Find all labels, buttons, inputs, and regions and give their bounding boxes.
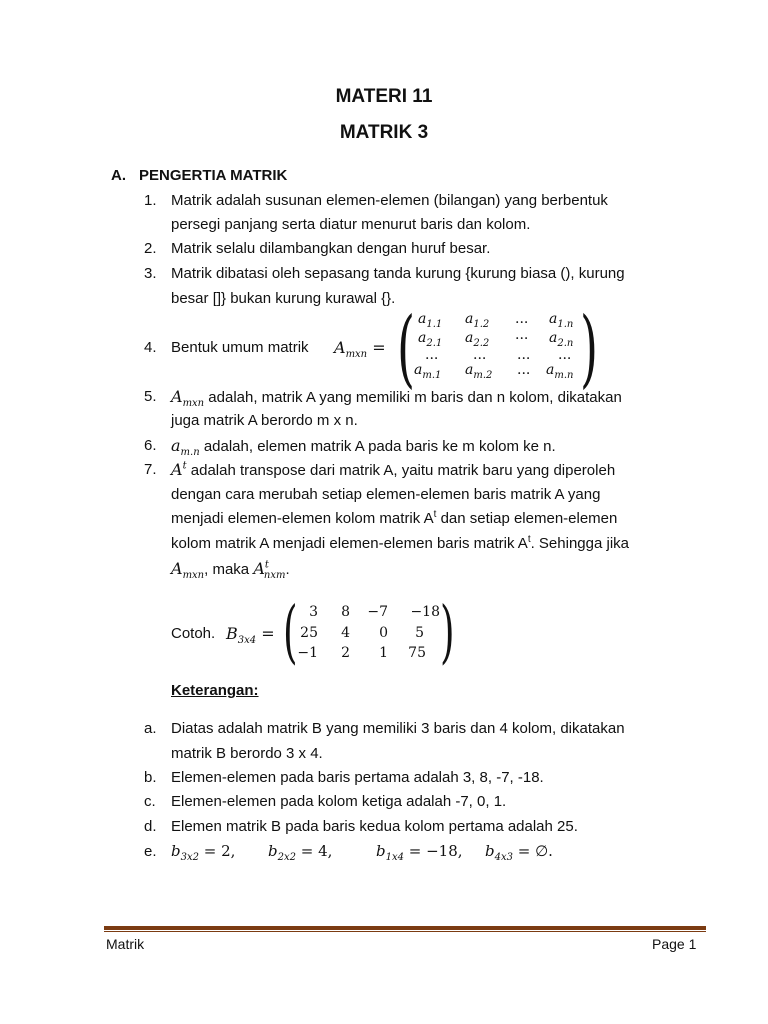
matrix-cell: −18 bbox=[410, 604, 440, 620]
item-number: 6. bbox=[144, 437, 157, 454]
item-number: 1. bbox=[144, 192, 157, 209]
left-paren: ( bbox=[397, 299, 416, 397]
note-marker: b. bbox=[144, 769, 157, 786]
matrix-cell: $a_{m.1}$ bbox=[414, 362, 442, 381]
matrix-cell: $a_{1.2}$ bbox=[465, 311, 490, 330]
page-number: Page 1 bbox=[652, 936, 697, 952]
matrix-cell: 8 bbox=[341, 604, 350, 620]
document-title: MATERI 11 bbox=[335, 86, 433, 107]
right-paren: ) bbox=[440, 593, 455, 672]
footer-rule-thin bbox=[104, 931, 706, 932]
matrix-cell: 2 bbox=[341, 645, 350, 661]
item-number: 4. bbox=[144, 339, 157, 356]
item-number: 5. bbox=[144, 388, 157, 405]
item-text: besar []} bukan kurung kurawal {}. bbox=[171, 290, 396, 307]
matrix-cell: 0 bbox=[379, 625, 388, 641]
item-number: 3. bbox=[144, 265, 157, 282]
note-text: Diatas adalah matrik B yang memiliki 3 baris dan 4 kolom, dikatakan bbox=[171, 720, 625, 737]
matrix-cell: ... bbox=[473, 347, 487, 363]
matrix-cell: $a_{m.2}$ bbox=[465, 362, 493, 381]
matrix-cell: 3 bbox=[309, 604, 318, 620]
matrix-cell: 4 bbox=[341, 625, 350, 641]
item-text: dengan cara merubah setiap elemen-elemen baris matrik A yang bbox=[171, 486, 601, 503]
matrix-symbol: $A_{mxn}$ = bbox=[334, 338, 386, 361]
matrix-cell: −1 bbox=[297, 645, 318, 661]
matrix-cell: −7 bbox=[367, 604, 388, 620]
matrix-cell: ... bbox=[425, 347, 439, 363]
note-text: Elemen-elemen pada baris pertama adalah 3, 8, -7, -18. bbox=[171, 769, 544, 786]
item-text: persegi panjang serta diatur menurut baris dan kolom. bbox=[171, 216, 531, 233]
matrix-cell: 25 bbox=[300, 625, 318, 641]
matrix-cell: $a_{1.1}$ bbox=[418, 311, 443, 330]
matrix-cell: ... bbox=[517, 362, 531, 378]
item-text: $A^t$ adalah transpose dari matrik A, yaitu matrik baru yang diperoleh bbox=[171, 460, 616, 479]
item-text: kolom matrik A menjadi elemen-elemen baris matrik $A^t$. Sehingga jika bbox=[171, 534, 629, 552]
left-paren: ( bbox=[283, 593, 298, 672]
item-number: 7. bbox=[144, 461, 157, 478]
section-marker: A. bbox=[111, 167, 126, 184]
matrix-cell: ... bbox=[558, 347, 572, 363]
keterangan-heading: Keterangan: bbox=[171, 682, 259, 699]
matrix-cell: $a_{m.n}$ bbox=[546, 362, 574, 381]
item-text: $a_{m.n}$ adalah, elemen matrik A pada baris ke m kolom ke n. bbox=[171, 436, 556, 459]
item-text: $A_{mxn}$, maka $A^t_{nxm}$. bbox=[171, 559, 290, 582]
section-heading: PENGERTIA MATRIK bbox=[139, 167, 288, 184]
note-equation: $b_{1x4} = -18$, bbox=[376, 842, 463, 863]
matrix-cell: $a_{2.n}$ bbox=[549, 330, 574, 349]
note-equation: $b_{4x3}$ = ∅. bbox=[485, 842, 553, 863]
item-text: Matrik selalu dilambangkan dengan huruf besar. bbox=[171, 240, 491, 257]
example-label: Cotoh. bbox=[171, 625, 216, 642]
item-text: Bentuk umum matrik bbox=[171, 339, 309, 356]
right-paren: ) bbox=[580, 299, 599, 397]
matrix-cell: $a_{2.2}$ bbox=[465, 330, 490, 349]
item-text: Matrik dibatasi oleh sepasang tanda kurung {kurung biasa (), kurung bbox=[171, 265, 625, 282]
document-subtitle: MATRIK 3 bbox=[339, 122, 429, 143]
footer-left: Matrik bbox=[106, 936, 145, 952]
note-text: matrik B berordo 3 x 4. bbox=[171, 745, 323, 762]
note-marker: e. bbox=[144, 843, 157, 860]
matrix-cell: $a_{1.n}$ bbox=[549, 311, 574, 330]
footer-rule bbox=[104, 926, 706, 930]
note-marker: a. bbox=[144, 720, 157, 737]
item-text: $A_{mxn}$ adalah, matrik A yang memiliki m baris dan n kolom, dikatakan bbox=[171, 387, 622, 410]
note-marker: d. bbox=[144, 818, 157, 835]
matrix-cell: 75 bbox=[408, 645, 426, 661]
note-text: Elemen-elemen pada kolom ketiga adalah -7, 0, 1. bbox=[171, 793, 507, 810]
matrix-cell: ... bbox=[517, 347, 531, 363]
note-equation: $b_{2x2} = 4$, bbox=[268, 842, 333, 863]
item-number: 2. bbox=[144, 240, 157, 257]
matrix-cell: ... bbox=[515, 327, 529, 343]
matrix-cell: 1 bbox=[379, 645, 388, 661]
note-text: Elemen matrik B pada baris kedua kolom pertama adalah 25. bbox=[171, 818, 578, 835]
item-text: Matrik adalah susunan elemen-elemen (bilangan) yang berbentuk bbox=[171, 192, 608, 209]
item-text: juga matrik A berordo m x n. bbox=[171, 412, 358, 429]
matrix-cell: $a_{2.1}$ bbox=[418, 330, 443, 349]
example-symbol: $B_{3x4}$ = bbox=[226, 624, 275, 647]
note-marker: c. bbox=[144, 793, 156, 810]
matrix-cell: 5 bbox=[415, 625, 424, 641]
note-equation: $b_{3x2} = 2$, bbox=[171, 842, 236, 863]
item-text: menjadi elemen-elemen kolom matrik $A^t$ dan setiap elemen-elemen bbox=[171, 509, 618, 527]
matrix-cell: ... bbox=[515, 311, 529, 327]
